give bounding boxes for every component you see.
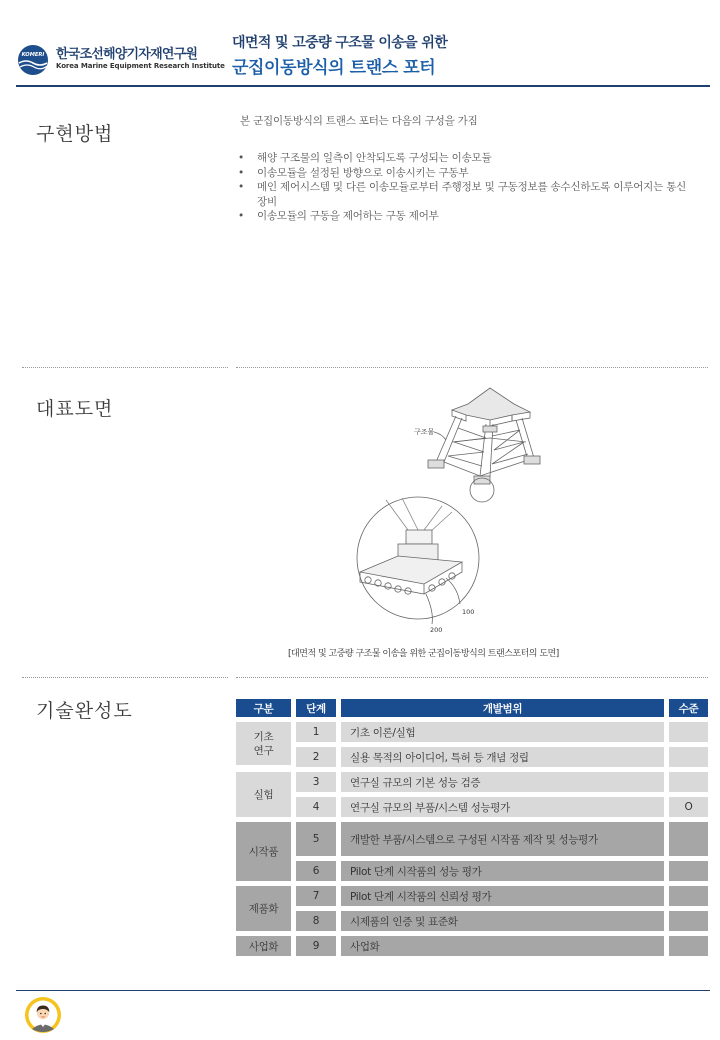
trl-group-prototype: 시작품 [236, 822, 291, 881]
list-item: • 메인 제어시스템 및 다른 이송모듈로부터 주행정보 및 구동정보를 송수신하도록 이루어지는 통신장비 [238, 181, 687, 208]
trl-level-7 [669, 886, 708, 906]
section-label-method: 구현방법 [36, 123, 114, 145]
callout-100-label: 100 [462, 608, 475, 616]
trl-scope-3: 연구실 규모의 기본 성능 검증 [341, 772, 664, 792]
trl-stage-4: 4 [296, 797, 336, 817]
bullet-icon: • [238, 181, 244, 193]
bullet-icon: • [238, 152, 244, 164]
person-avatar-icon [24, 996, 62, 1034]
trl-stage-9: 9 [296, 936, 336, 956]
trl-scope-7: Pilot 단계 시작품의 신뢰성 평가 [341, 886, 664, 906]
trl-header-category: 구분 [236, 699, 291, 717]
title-line1: 대면적 및 고중량 구조물 이송을 위한 [232, 35, 448, 51]
trl-level-3 [669, 772, 708, 792]
logo-mark-text: KOMERI [21, 52, 45, 58]
trl-group-commercialization: 사업화 [236, 936, 291, 956]
callout-200-label: 200 [430, 626, 443, 634]
trl-scope-2: 실용 목적의 아이디어, 특허 등 개념 정립 [341, 747, 664, 767]
trl-stage-6: 6 [296, 861, 336, 881]
org-name-en: Korea Marine Equipment Research Institute [56, 62, 225, 70]
bullet-icon: • [238, 166, 244, 179]
title-line2: 군집이동방식의 트랜스 포터 [232, 58, 436, 78]
trl-scope-4: 연구실 규모의 부품/시스템 성능평가 [341, 797, 664, 817]
divider-dotted [22, 677, 228, 678]
trl-level-6 [669, 861, 708, 881]
section-label-trl: 기술완성도 [36, 700, 133, 722]
trl-stage-8: 8 [296, 911, 336, 931]
method-bullet-list [238, 151, 688, 224]
list-item: • 이송모듈을 설정된 방향으로 이송시키는 구동부 [238, 166, 469, 179]
bullet-icon: • [238, 210, 244, 222]
trl-scope-6: Pilot 단계 시작품의 성능 평가 [341, 861, 664, 881]
representative-drawing [340, 380, 560, 640]
trl-stage-7: 7 [296, 886, 336, 906]
footer-divider [16, 990, 710, 991]
trl-stage-1: 1 [296, 722, 336, 742]
trl-scope-9: 사업화 [341, 936, 664, 956]
trl-level-5 [669, 822, 708, 856]
trl-scope-8: 시제품의 인증 및 표준화 [341, 911, 664, 931]
org-logo [16, 42, 225, 78]
trl-level-9 [669, 936, 708, 956]
trl-group-productization: 제품화 [236, 886, 291, 931]
header-divider [16, 85, 710, 87]
trl-stage-5: 5 [296, 822, 336, 856]
callout-structure-label: 구조물 [414, 428, 435, 436]
trl-group-basic-research: 기초 연구 [236, 722, 291, 765]
list-item: • 해양 구조물의 일측이 안착되도록 구성되는 이송모듈 [238, 152, 492, 164]
divider-dotted [22, 367, 228, 368]
method-intro: 본 군집이동방식의 트랜스 포터는 다음의 구성을 가짐 [240, 115, 478, 127]
komeri-logo-icon [16, 44, 52, 76]
trl-header-scope: 개발범위 [341, 699, 664, 717]
divider-dotted [236, 677, 708, 678]
trl-scope-1: 기초 이론/실험 [341, 722, 664, 742]
trl-level-8 [669, 911, 708, 931]
trl-level-2 [669, 747, 708, 767]
drawing-caption: [대면적 및 고중량 구조물 이송을 위한 군집이동방식의 트랜스포터의 도면] [288, 649, 559, 659]
trl-header-level: 수준 [669, 699, 708, 717]
trl-stage-2: 2 [296, 747, 336, 767]
trl-scope-5: 개발한 부품/시스템으로 구성된 시작품 제작 및 성능평가 [341, 822, 664, 856]
trl-level-4-marker: O [669, 797, 708, 817]
org-name-ko: 한국조선해양기자재연구원 [56, 47, 198, 62]
list-item: • 이송모듈의 구동을 제어하는 구동 제어부 [238, 210, 439, 222]
trl-stage-3: 3 [296, 772, 336, 792]
trl-group-experiment: 실험 [236, 772, 291, 817]
section-label-drawing: 대표도면 [36, 398, 114, 420]
trl-header-stage: 단계 [296, 699, 336, 717]
trl-level-1 [669, 722, 708, 742]
divider-dotted [236, 367, 708, 368]
